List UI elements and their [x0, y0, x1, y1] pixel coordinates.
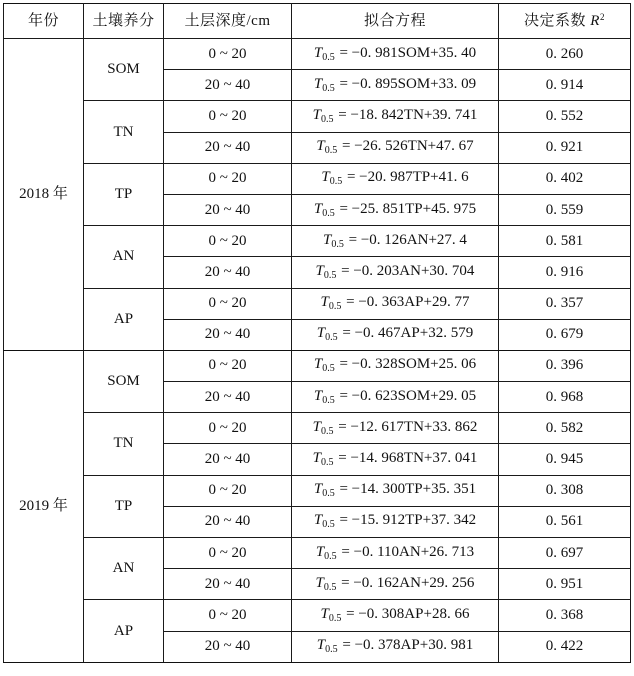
table-row: [4, 600, 631, 631]
equation-cell: [292, 132, 499, 163]
equation-cell: [292, 413, 499, 444]
r2-cell: 0. 357: [499, 288, 631, 319]
table-row: [4, 350, 631, 381]
nutrient-cell: TP: [84, 163, 164, 225]
depth-cell: 0 ~ 20: [164, 538, 292, 569]
year-cell: 2018 年: [4, 39, 84, 351]
equation-symbol: T: [313, 75, 323, 92]
depth-cell: 0 ~ 20: [164, 350, 292, 381]
equation-symbol: T: [312, 106, 321, 123]
equation-cell: [292, 538, 499, 569]
depth-cell: 20 ~ 40: [164, 194, 292, 225]
equation-subscript: 0.5: [322, 51, 335, 63]
equation-symbol: T: [313, 356, 323, 373]
equation-cell: [292, 475, 499, 506]
equation-body: = −0. 981SOM+35. 40: [335, 44, 477, 61]
r2-cell: 0. 402: [499, 163, 631, 194]
equation-symbol: T: [320, 294, 329, 311]
equation-body: = −12. 617TN+33. 862: [334, 418, 478, 435]
depth-cell: 0 ~ 20: [164, 288, 292, 319]
equation-subscript: 0.5: [324, 550, 337, 562]
depth-cell: 20 ~ 40: [164, 631, 292, 662]
r2-cell: 0. 945: [499, 444, 631, 475]
header-equation: 拟合方程: [292, 4, 499, 39]
nutrient-cell: TP: [84, 475, 164, 537]
equation-cell: [292, 288, 499, 319]
equation-body: = −20. 987TP+41. 6: [343, 169, 469, 186]
r2-cell: 0. 679: [499, 319, 631, 350]
equation-symbol: T: [313, 512, 323, 529]
depth-cell: 20 ~ 40: [164, 132, 292, 163]
r2-cell: 0. 914: [499, 70, 631, 101]
header-r2-symbol: $R^2$: [590, 12, 605, 29]
equation-body: = −0. 308AP+28. 66: [342, 605, 470, 622]
equation-subscript: 0.5: [322, 363, 335, 375]
depth-cell: 20 ~ 40: [164, 257, 292, 288]
equation-cell: [292, 350, 499, 381]
equation-subscript: 0.5: [322, 82, 335, 94]
nutrient-cell: TN: [84, 101, 164, 163]
r2-cell: 0. 951: [499, 569, 631, 600]
equation-subscript: 0.5: [322, 488, 335, 500]
header-row: [4, 4, 631, 39]
r2-cell: 0. 559: [499, 194, 631, 225]
equation-symbol: T: [313, 200, 323, 217]
r2-cell: 0. 561: [499, 506, 631, 537]
equation-subscript: 0.5: [325, 644, 338, 656]
table-row: [4, 163, 631, 194]
equation-body: = −0. 363AP+29. 77: [342, 294, 470, 311]
equation-symbol: T: [315, 574, 324, 591]
nutrient-cell: AP: [84, 600, 164, 663]
table-body: [4, 39, 631, 663]
equation-cell: [292, 569, 499, 600]
r2-cell: 0. 582: [499, 413, 631, 444]
equation-body: = −0. 378AP+30. 981: [338, 637, 474, 654]
equation-cell: [292, 39, 499, 70]
equation-subscript: 0.5: [323, 269, 337, 281]
equation-subscript: 0.5: [325, 332, 338, 344]
header-depth: 土层深度/cm: [164, 4, 292, 39]
nutrient-cell: AP: [84, 288, 164, 350]
equation-subscript: 0.5: [324, 145, 338, 157]
equation-body: = −0. 623SOM+29. 05: [335, 387, 477, 404]
table-row: [4, 101, 631, 132]
table-row: [4, 39, 631, 70]
equation-symbol: T: [315, 262, 324, 279]
equation-body: = −26. 526TN+47. 67: [338, 138, 474, 155]
nutrient-cell: AN: [84, 538, 164, 600]
regression-table: [3, 3, 631, 663]
depth-cell: 0 ~ 20: [164, 413, 292, 444]
equation-body: = −0. 467AP+32. 579: [338, 325, 474, 342]
depth-cell: 20 ~ 40: [164, 382, 292, 413]
r2-cell: 0. 581: [499, 226, 631, 257]
equation-cell: [292, 194, 499, 225]
equation-body: = −14. 300TP+35. 351: [335, 481, 477, 498]
r2-cell: 0. 260: [499, 39, 631, 70]
equation-body: = −0. 895SOM+33. 09: [335, 75, 477, 92]
equation-cell: [292, 101, 499, 132]
header-nutrient: 土壤养分: [84, 4, 164, 39]
equation-symbol: T: [316, 138, 325, 155]
depth-cell: 0 ~ 20: [164, 600, 292, 631]
equation-cell: [292, 444, 499, 475]
table-row: [4, 288, 631, 319]
equation-subscript: 0.5: [331, 238, 344, 250]
equation-body: = −0. 126AN+27. 4: [344, 231, 467, 248]
table-row: [4, 226, 631, 257]
depth-cell: 20 ~ 40: [164, 319, 292, 350]
depth-cell: 20 ~ 40: [164, 569, 292, 600]
r2-cell: 0. 422: [499, 631, 631, 662]
r2-cell: 0. 968: [499, 382, 631, 413]
year-cell: 2019 年: [4, 350, 84, 662]
depth-cell: 0 ~ 20: [164, 475, 292, 506]
equation-symbol: T: [313, 44, 323, 61]
depth-cell: 0 ~ 20: [164, 101, 292, 132]
equation-cell: [292, 226, 499, 257]
r2-cell: 0. 916: [499, 257, 631, 288]
table-row: [4, 475, 631, 506]
table-row: [4, 413, 631, 444]
equation-symbol: T: [320, 605, 329, 622]
equation-cell: [292, 319, 499, 350]
equation-subscript: 0.5: [320, 425, 334, 437]
table-row: [4, 538, 631, 569]
equation-cell: [292, 382, 499, 413]
header-r2: [499, 4, 631, 39]
equation-subscript: 0.5: [322, 519, 335, 531]
equation-symbol: T: [313, 387, 323, 404]
equation-subscript: 0.5: [320, 113, 334, 125]
r2-cell: 0. 368: [499, 600, 631, 631]
r2-cell: 0. 697: [499, 538, 631, 569]
equation-body: = −0. 110AN+26. 713: [337, 543, 475, 560]
equation-subscript: 0.5: [320, 457, 334, 469]
equation-subscript: 0.5: [323, 581, 337, 593]
equation-cell: [292, 600, 499, 631]
header-r2-label: 决定系数: [524, 13, 591, 29]
equation-symbol: T: [312, 418, 321, 435]
header-year: 年份: [4, 4, 84, 39]
depth-cell: 20 ~ 40: [164, 70, 292, 101]
equation-cell: [292, 70, 499, 101]
equation-subscript: 0.5: [322, 394, 335, 406]
nutrient-cell: SOM: [84, 39, 164, 101]
equation-symbol: T: [323, 231, 332, 248]
depth-cell: 0 ~ 20: [164, 226, 292, 257]
equation-body: = −25. 851TP+45. 975: [335, 200, 477, 217]
equation-symbol: T: [321, 169, 330, 186]
equation-body: = −0. 328SOM+25. 06: [335, 356, 477, 373]
equation-body: = −0. 162AN+29. 256: [337, 574, 475, 591]
equation-symbol: T: [312, 450, 321, 467]
equation-cell: [292, 506, 499, 537]
equation-symbol: T: [313, 481, 323, 498]
equation-cell: [292, 163, 499, 194]
equation-subscript: 0.5: [328, 612, 342, 624]
equation-subscript: 0.5: [328, 301, 342, 313]
equation-cell: [292, 631, 499, 662]
equation-symbol: T: [316, 637, 326, 654]
r2-cell: 0. 396: [499, 350, 631, 381]
equation-subscript: 0.5: [329, 176, 343, 188]
depth-cell: 0 ~ 20: [164, 39, 292, 70]
r2-cell: 0. 552: [499, 101, 631, 132]
depth-cell: 20 ~ 40: [164, 506, 292, 537]
equation-cell: [292, 257, 499, 288]
nutrient-cell: AN: [84, 226, 164, 288]
equation-body: = −18. 842TN+39. 741: [334, 106, 478, 123]
depth-cell: 0 ~ 20: [164, 163, 292, 194]
equation-symbol: T: [316, 325, 326, 342]
equation-body: = −15. 912TP+37. 342: [335, 512, 477, 529]
equation-subscript: 0.5: [322, 207, 335, 219]
nutrient-cell: TN: [84, 413, 164, 475]
r2-cell: 0. 921: [499, 132, 631, 163]
nutrient-cell: SOM: [84, 350, 164, 412]
equation-body: = −14. 968TN+37. 041: [334, 450, 478, 467]
r2-cell: 0. 308: [499, 475, 631, 506]
depth-cell: 20 ~ 40: [164, 444, 292, 475]
equation-symbol: T: [315, 543, 325, 560]
equation-body: = −0. 203AN+30. 704: [337, 262, 475, 279]
